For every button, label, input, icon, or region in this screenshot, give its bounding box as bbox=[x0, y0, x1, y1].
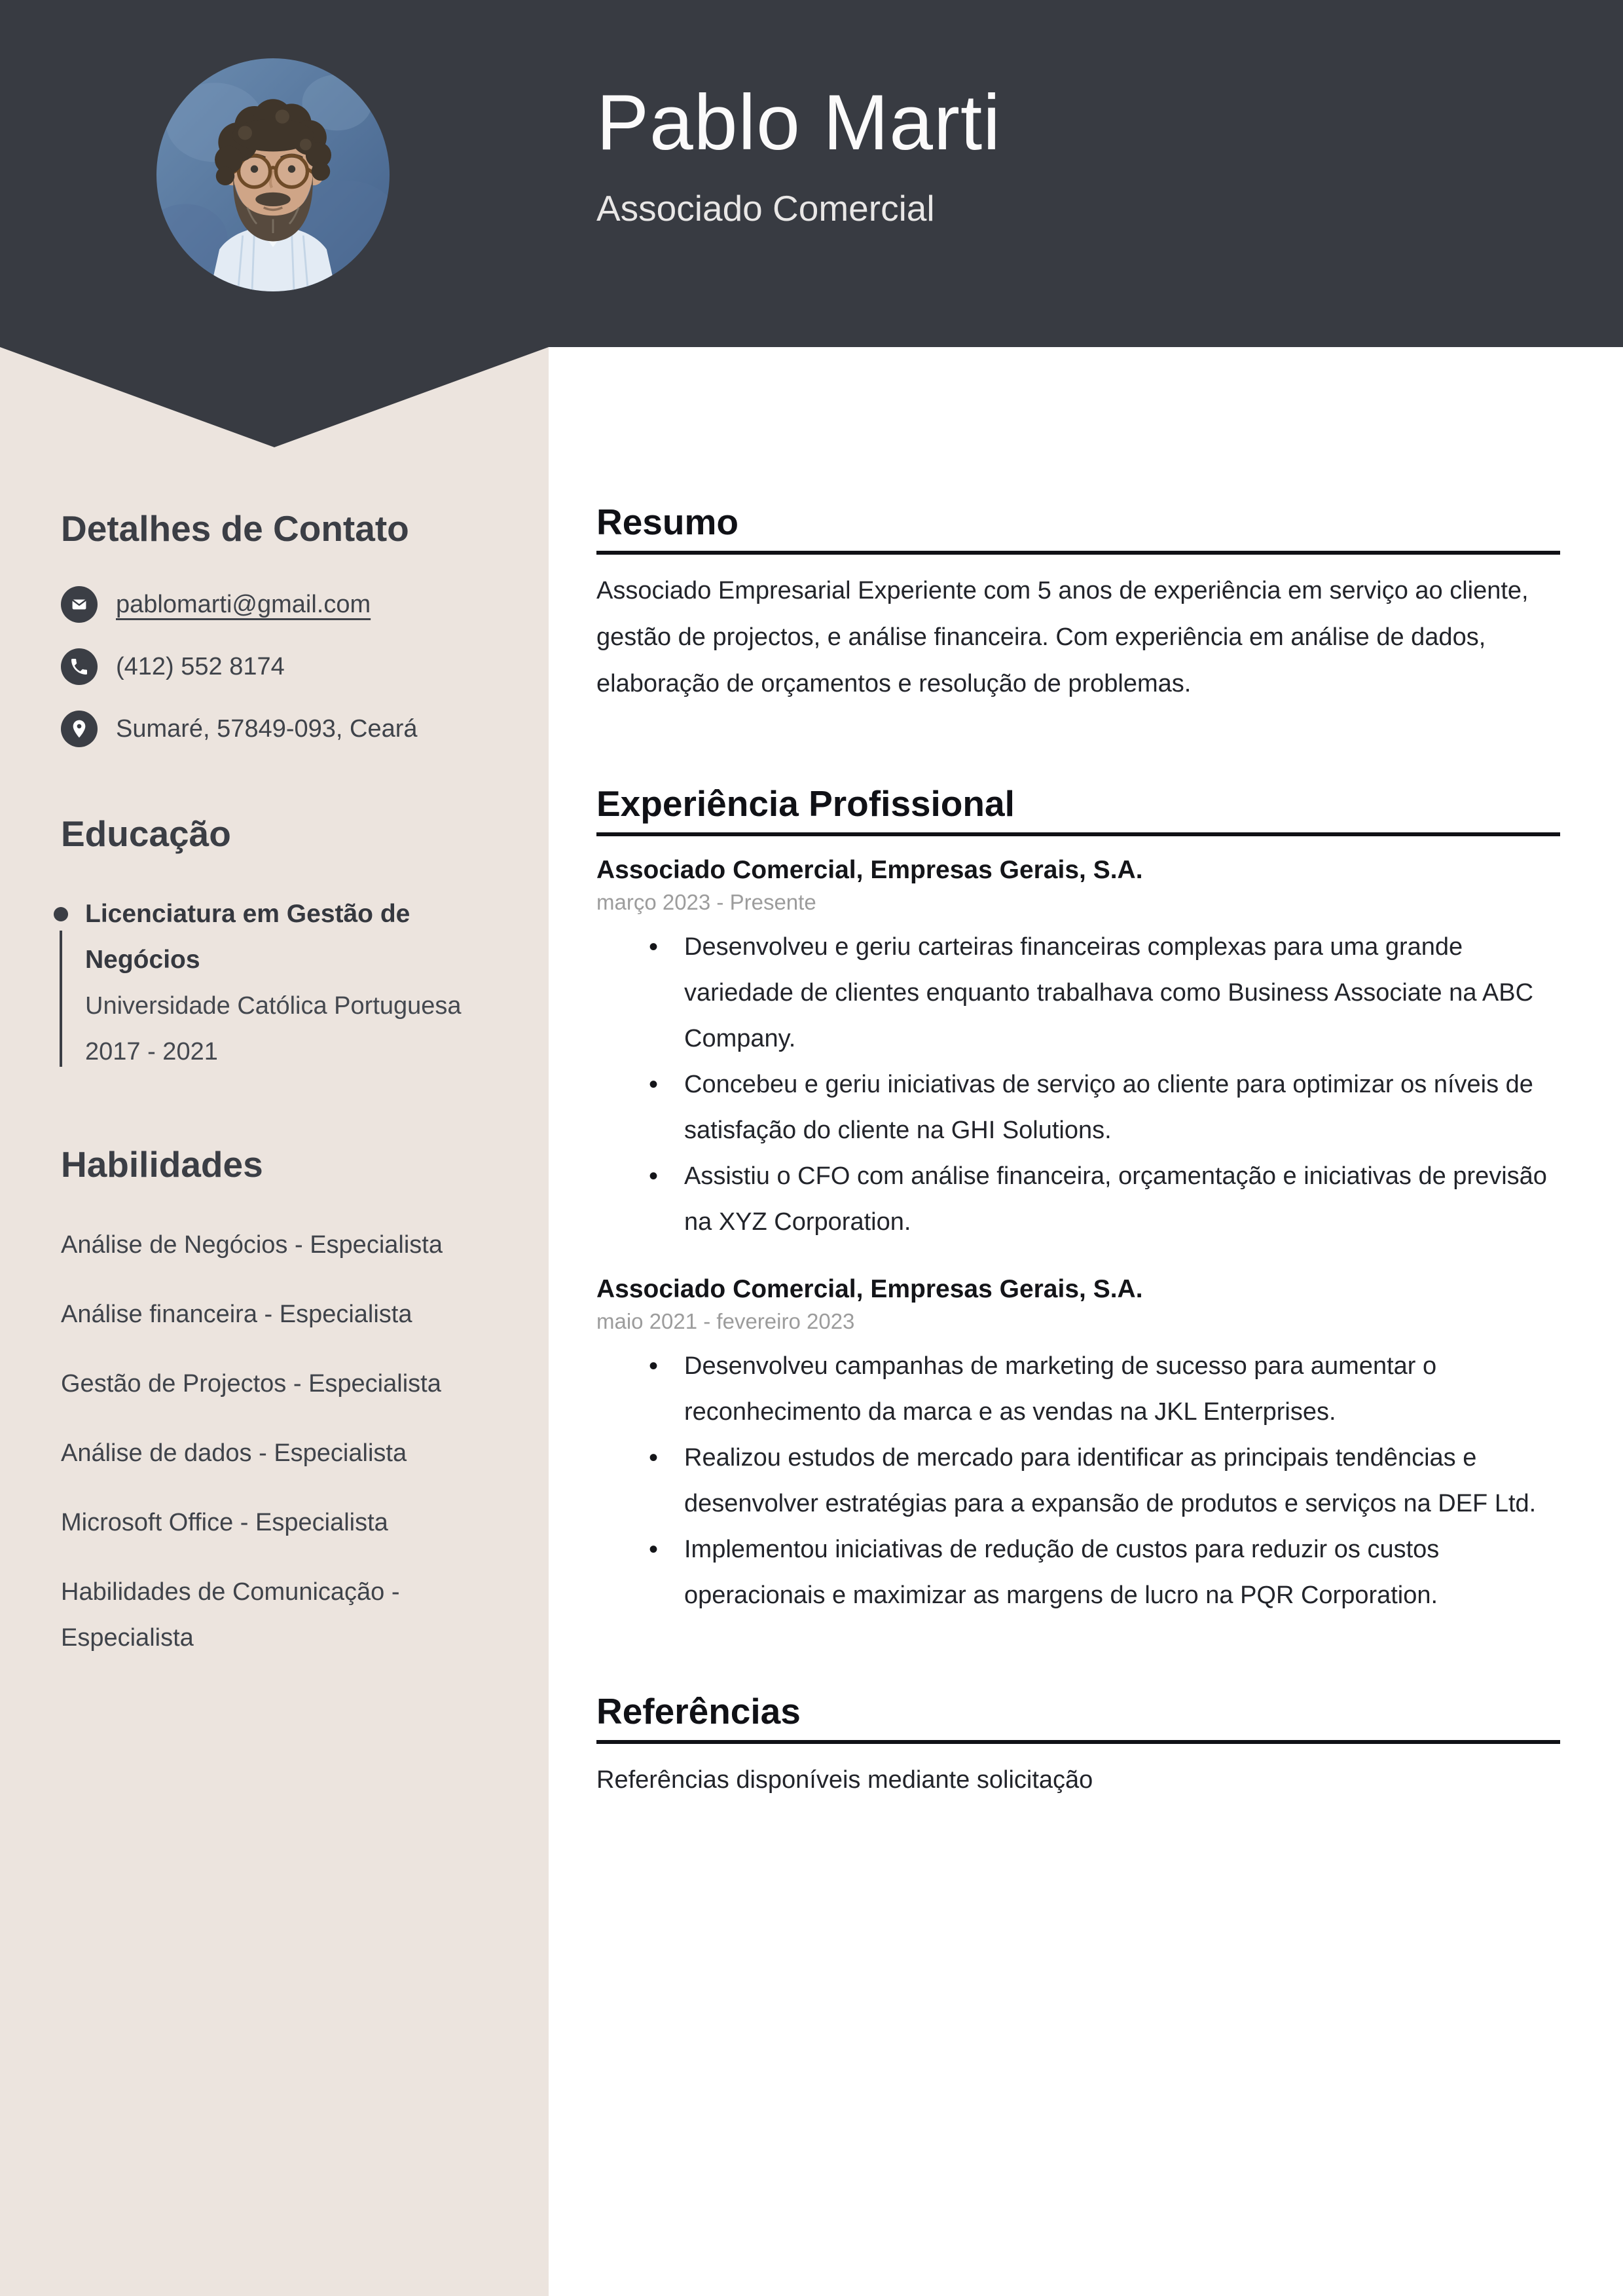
phone-icon bbox=[61, 648, 98, 685]
email-link[interactable]: pablomarti@gmail.com bbox=[116, 590, 371, 618]
job-bullet: • Realizou estudos de mercado para identificar as principais tendências e desenvolver estratégias para a expansão de produtos e serviços na DEF Ltd. bbox=[684, 1435, 1560, 1527]
main-content bbox=[549, 347, 1623, 2296]
email-icon bbox=[61, 586, 98, 623]
skill-item: Microsoft Office - Especialista bbox=[61, 1509, 388, 1536]
contact-row-location bbox=[61, 711, 503, 747]
references-section bbox=[596, 1690, 1560, 1804]
location-icon bbox=[61, 711, 98, 747]
education-dates: 2017 - 2021 bbox=[85, 1038, 218, 1065]
job-bullet: • Implementou iniciativas de redução de custos para reduzir os custos operacionais e maximizar as margens de lucro na PQR Corporation. bbox=[684, 1527, 1560, 1618]
skill-item: Análise de dados - Especialista bbox=[61, 1439, 407, 1467]
profile-photo bbox=[156, 58, 390, 291]
education-degree: Licenciatura em Gestão de Negócios bbox=[85, 900, 410, 974]
education-heading: Educação bbox=[61, 813, 231, 854]
location-value: Sumaré, 57849-093, Ceará bbox=[116, 714, 418, 743]
skill-item: Habilidades de Comunicação - Especialista bbox=[61, 1578, 400, 1652]
job-dates: março 2023 - Presente bbox=[596, 890, 816, 914]
education-school: Universidade Católica Portuguesa bbox=[85, 992, 462, 1020]
education-entry bbox=[61, 891, 503, 1075]
skills-section bbox=[61, 1143, 503, 1661]
contact-heading: Detalhes de Contato bbox=[61, 508, 409, 549]
timeline-dot-icon bbox=[54, 907, 68, 921]
skill-item: Gestão de Projectos - Especialista bbox=[61, 1370, 441, 1398]
references-text: Referências disponíveis mediante solicitação bbox=[596, 1766, 1093, 1794]
skill-item: Análise financeira - Especialista bbox=[61, 1301, 412, 1328]
skills-heading: Habilidades bbox=[61, 1144, 263, 1185]
job-dates: maio 2021 - fevereiro 2023 bbox=[596, 1309, 855, 1333]
contact-row-email bbox=[61, 586, 503, 623]
references-heading: Referências bbox=[596, 1690, 1560, 1744]
job-title: Associado Comercial, Empresas Gerais, S.A. bbox=[596, 856, 1143, 884]
job-bullet: • Desenvolveu e geriu carteiras financeiras complexas para uma grande variedade de clientes enquanto trabalhava como Business Associate na ABC Company. bbox=[684, 924, 1560, 1062]
summary-section bbox=[596, 501, 1560, 707]
education-section bbox=[61, 813, 503, 1075]
job-entry bbox=[596, 1275, 1560, 1618]
experience-heading: Experiência Profissional bbox=[596, 783, 1560, 836]
job-bullet-list bbox=[596, 1343, 1560, 1618]
experience-section bbox=[596, 783, 1560, 1618]
skill-item: Análise de Negócios - Especialista bbox=[61, 1231, 443, 1259]
phone-value: (412) 552 8174 bbox=[116, 652, 285, 680]
contact-section bbox=[61, 508, 503, 747]
header-identity bbox=[596, 77, 1001, 229]
summary-heading: Resumo bbox=[596, 501, 1560, 555]
profile-photo-illustration bbox=[156, 58, 390, 291]
job-bullet: • Concebeu e geriu iniciativas de serviço ao cliente para optimizar os níveis de satisfação do cliente na GHI Solutions. bbox=[684, 1062, 1560, 1153]
skills-list bbox=[61, 1222, 503, 1661]
person-title: Associado Comercial bbox=[596, 188, 935, 229]
job-bullet: • Desenvolveu campanhas de marketing de sucesso para aumentar o reconhecimento da marca e as vendas na JKL Enterprises. bbox=[684, 1343, 1560, 1435]
job-bullet: • Assistiu o CFO com análise financeira, orçamentação e iniciativas de previsão na XYZ Corporation. bbox=[684, 1153, 1560, 1245]
job-title: Associado Comercial, Empresas Gerais, S.A. bbox=[596, 1275, 1143, 1303]
person-name: Pablo Marti bbox=[596, 79, 1001, 166]
timeline-line bbox=[60, 931, 62, 1067]
job-entry bbox=[596, 856, 1560, 1245]
job-bullet-list bbox=[596, 924, 1560, 1245]
sidebar bbox=[0, 347, 549, 2296]
contact-row-phone bbox=[61, 648, 503, 685]
summary-text: Associado Empresarial Experiente com 5 anos de experiência em serviço ao cliente, gestão de projectos, e análise financeira. Com experiência em análise de dados, elaboração de orçamentos e resolução de problemas. bbox=[596, 577, 1529, 697]
